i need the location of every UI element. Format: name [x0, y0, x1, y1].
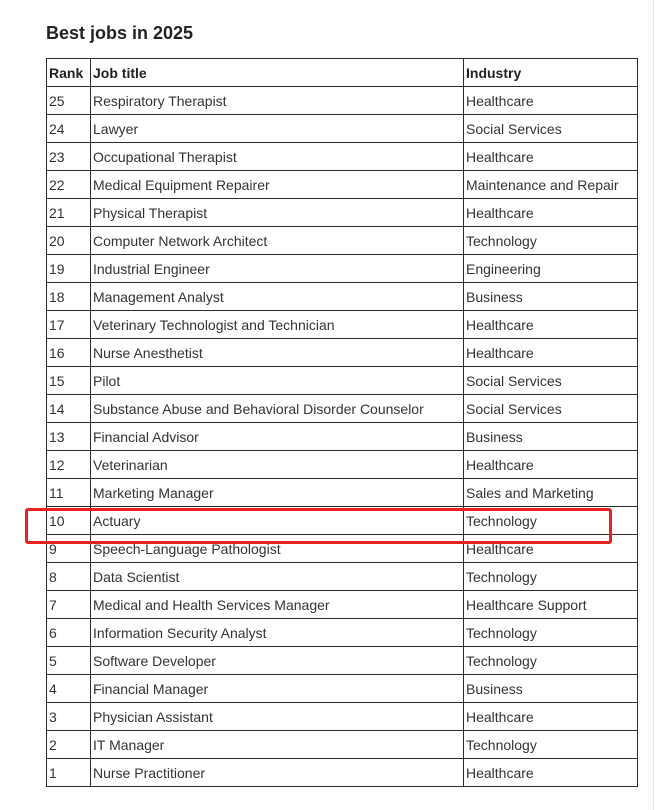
- industry-cell: Social Services: [464, 395, 638, 423]
- header-industry: Industry: [464, 59, 638, 87]
- industry-cell: Technology: [464, 647, 638, 675]
- industry-cell: Healthcare: [464, 339, 638, 367]
- industry-cell: Healthcare: [464, 703, 638, 731]
- job-title-cell: Marketing Manager: [91, 479, 464, 507]
- industry-cell: Engineering: [464, 255, 638, 283]
- table-row: [47, 367, 638, 395]
- industry-cell: Social Services: [464, 367, 638, 395]
- page-edge-divider: [653, 0, 654, 810]
- table-row: [47, 759, 638, 787]
- rank-cell: 13: [47, 423, 91, 451]
- job-title-cell: Financial Advisor: [91, 423, 464, 451]
- table-row: [47, 731, 638, 759]
- industry-cell: Technology: [464, 507, 638, 535]
- industry-cell: Business: [464, 423, 638, 451]
- rank-cell: 18: [47, 283, 91, 311]
- job-title-cell: Financial Manager: [91, 675, 464, 703]
- job-title-cell: Computer Network Architect: [91, 227, 464, 255]
- table-row: [47, 143, 638, 171]
- industry-cell: Healthcare Support: [464, 591, 638, 619]
- table-row: [47, 255, 638, 283]
- table-row: [47, 339, 638, 367]
- table-row: [47, 311, 638, 339]
- job-title-cell: Physical Therapist: [91, 199, 464, 227]
- industry-cell: Business: [464, 675, 638, 703]
- job-title-cell: Medical and Health Services Manager: [91, 591, 464, 619]
- industry-cell: Business: [464, 283, 638, 311]
- job-title-cell: Veterinarian: [91, 451, 464, 479]
- jobs-table: [46, 58, 638, 787]
- job-title-cell: Respiratory Therapist: [91, 87, 464, 115]
- rank-cell: 25: [47, 87, 91, 115]
- job-title-cell: Speech-Language Pathologist: [91, 535, 464, 563]
- industry-cell: Healthcare: [464, 143, 638, 171]
- rank-cell: 2: [47, 731, 91, 759]
- industry-cell: Healthcare: [464, 199, 638, 227]
- industry-cell: Technology: [464, 563, 638, 591]
- rank-cell: 23: [47, 143, 91, 171]
- rank-cell: 10: [47, 507, 91, 535]
- job-title-cell: Medical Equipment Repairer: [91, 171, 464, 199]
- rank-cell: 1: [47, 759, 91, 787]
- industry-cell: Maintenance and Repair: [464, 171, 638, 199]
- table-row: [47, 199, 638, 227]
- table-row: [47, 479, 638, 507]
- rank-cell: 17: [47, 311, 91, 339]
- industry-cell: Healthcare: [464, 535, 638, 563]
- table-row: [47, 619, 638, 647]
- table-row-highlighted: [47, 507, 638, 535]
- job-title-cell: Physician Assistant: [91, 703, 464, 731]
- industry-cell: Healthcare: [464, 759, 638, 787]
- industry-cell: Technology: [464, 227, 638, 255]
- table-row: [47, 227, 638, 255]
- table-row: [47, 87, 638, 115]
- table-row: [47, 647, 638, 675]
- rank-cell: 4: [47, 675, 91, 703]
- page-title: Best jobs in 2025: [46, 23, 194, 43]
- job-title-cell: Nurse Anesthetist: [91, 339, 464, 367]
- job-title-cell: Pilot: [91, 367, 464, 395]
- rank-cell: 15: [47, 367, 91, 395]
- table-row: [47, 115, 638, 143]
- table-body: [47, 87, 638, 787]
- rank-cell: 11: [47, 479, 91, 507]
- header-job-title: Job title: [91, 59, 464, 87]
- industry-cell: Technology: [464, 619, 638, 647]
- table-row: [47, 283, 638, 311]
- table-row: [47, 591, 638, 619]
- job-title-cell: Information Security Analyst: [91, 619, 464, 647]
- industry-cell: Healthcare: [464, 451, 638, 479]
- rank-cell: 21: [47, 199, 91, 227]
- job-title-cell: Occupational Therapist: [91, 143, 464, 171]
- job-title-cell: Actuary: [91, 507, 464, 535]
- rank-cell: 24: [47, 115, 91, 143]
- table-row: [47, 563, 638, 591]
- rank-cell: 9: [47, 535, 91, 563]
- job-title-cell: Industrial Engineer: [91, 255, 464, 283]
- job-title-cell: Substance Abuse and Behavioral Disorder Counselor: [91, 395, 464, 423]
- job-title-cell: Software Developer: [91, 647, 464, 675]
- industry-cell: Healthcare: [464, 87, 638, 115]
- table-row: [47, 423, 638, 451]
- header-rank: Rank: [47, 59, 91, 87]
- rank-cell: 3: [47, 703, 91, 731]
- table-row: [47, 535, 638, 563]
- table-row: [47, 395, 638, 423]
- industry-cell: Healthcare: [464, 311, 638, 339]
- rank-cell: 19: [47, 255, 91, 283]
- industry-cell: Social Services: [464, 115, 638, 143]
- rank-cell: 7: [47, 591, 91, 619]
- table-header-row: [47, 59, 638, 87]
- job-title-cell: Management Analyst: [91, 283, 464, 311]
- rank-cell: 8: [47, 563, 91, 591]
- job-title-cell: IT Manager: [91, 731, 464, 759]
- rank-cell: 20: [47, 227, 91, 255]
- job-title-cell: Veterinary Technologist and Technician: [91, 311, 464, 339]
- industry-cell: Sales and Marketing: [464, 479, 638, 507]
- table-row: [47, 675, 638, 703]
- table-row: [47, 171, 638, 199]
- table-row: [47, 451, 638, 479]
- job-title-cell: Data Scientist: [91, 563, 464, 591]
- job-title-cell: Nurse Practitioner: [91, 759, 464, 787]
- rank-cell: 14: [47, 395, 91, 423]
- rank-cell: 6: [47, 619, 91, 647]
- rank-cell: 5: [47, 647, 91, 675]
- job-title-cell: Lawyer: [91, 115, 464, 143]
- industry-cell: Technology: [464, 731, 638, 759]
- rank-cell: 22: [47, 171, 91, 199]
- table-row: [47, 703, 638, 731]
- rank-cell: 12: [47, 451, 91, 479]
- rank-cell: 16: [47, 339, 91, 367]
